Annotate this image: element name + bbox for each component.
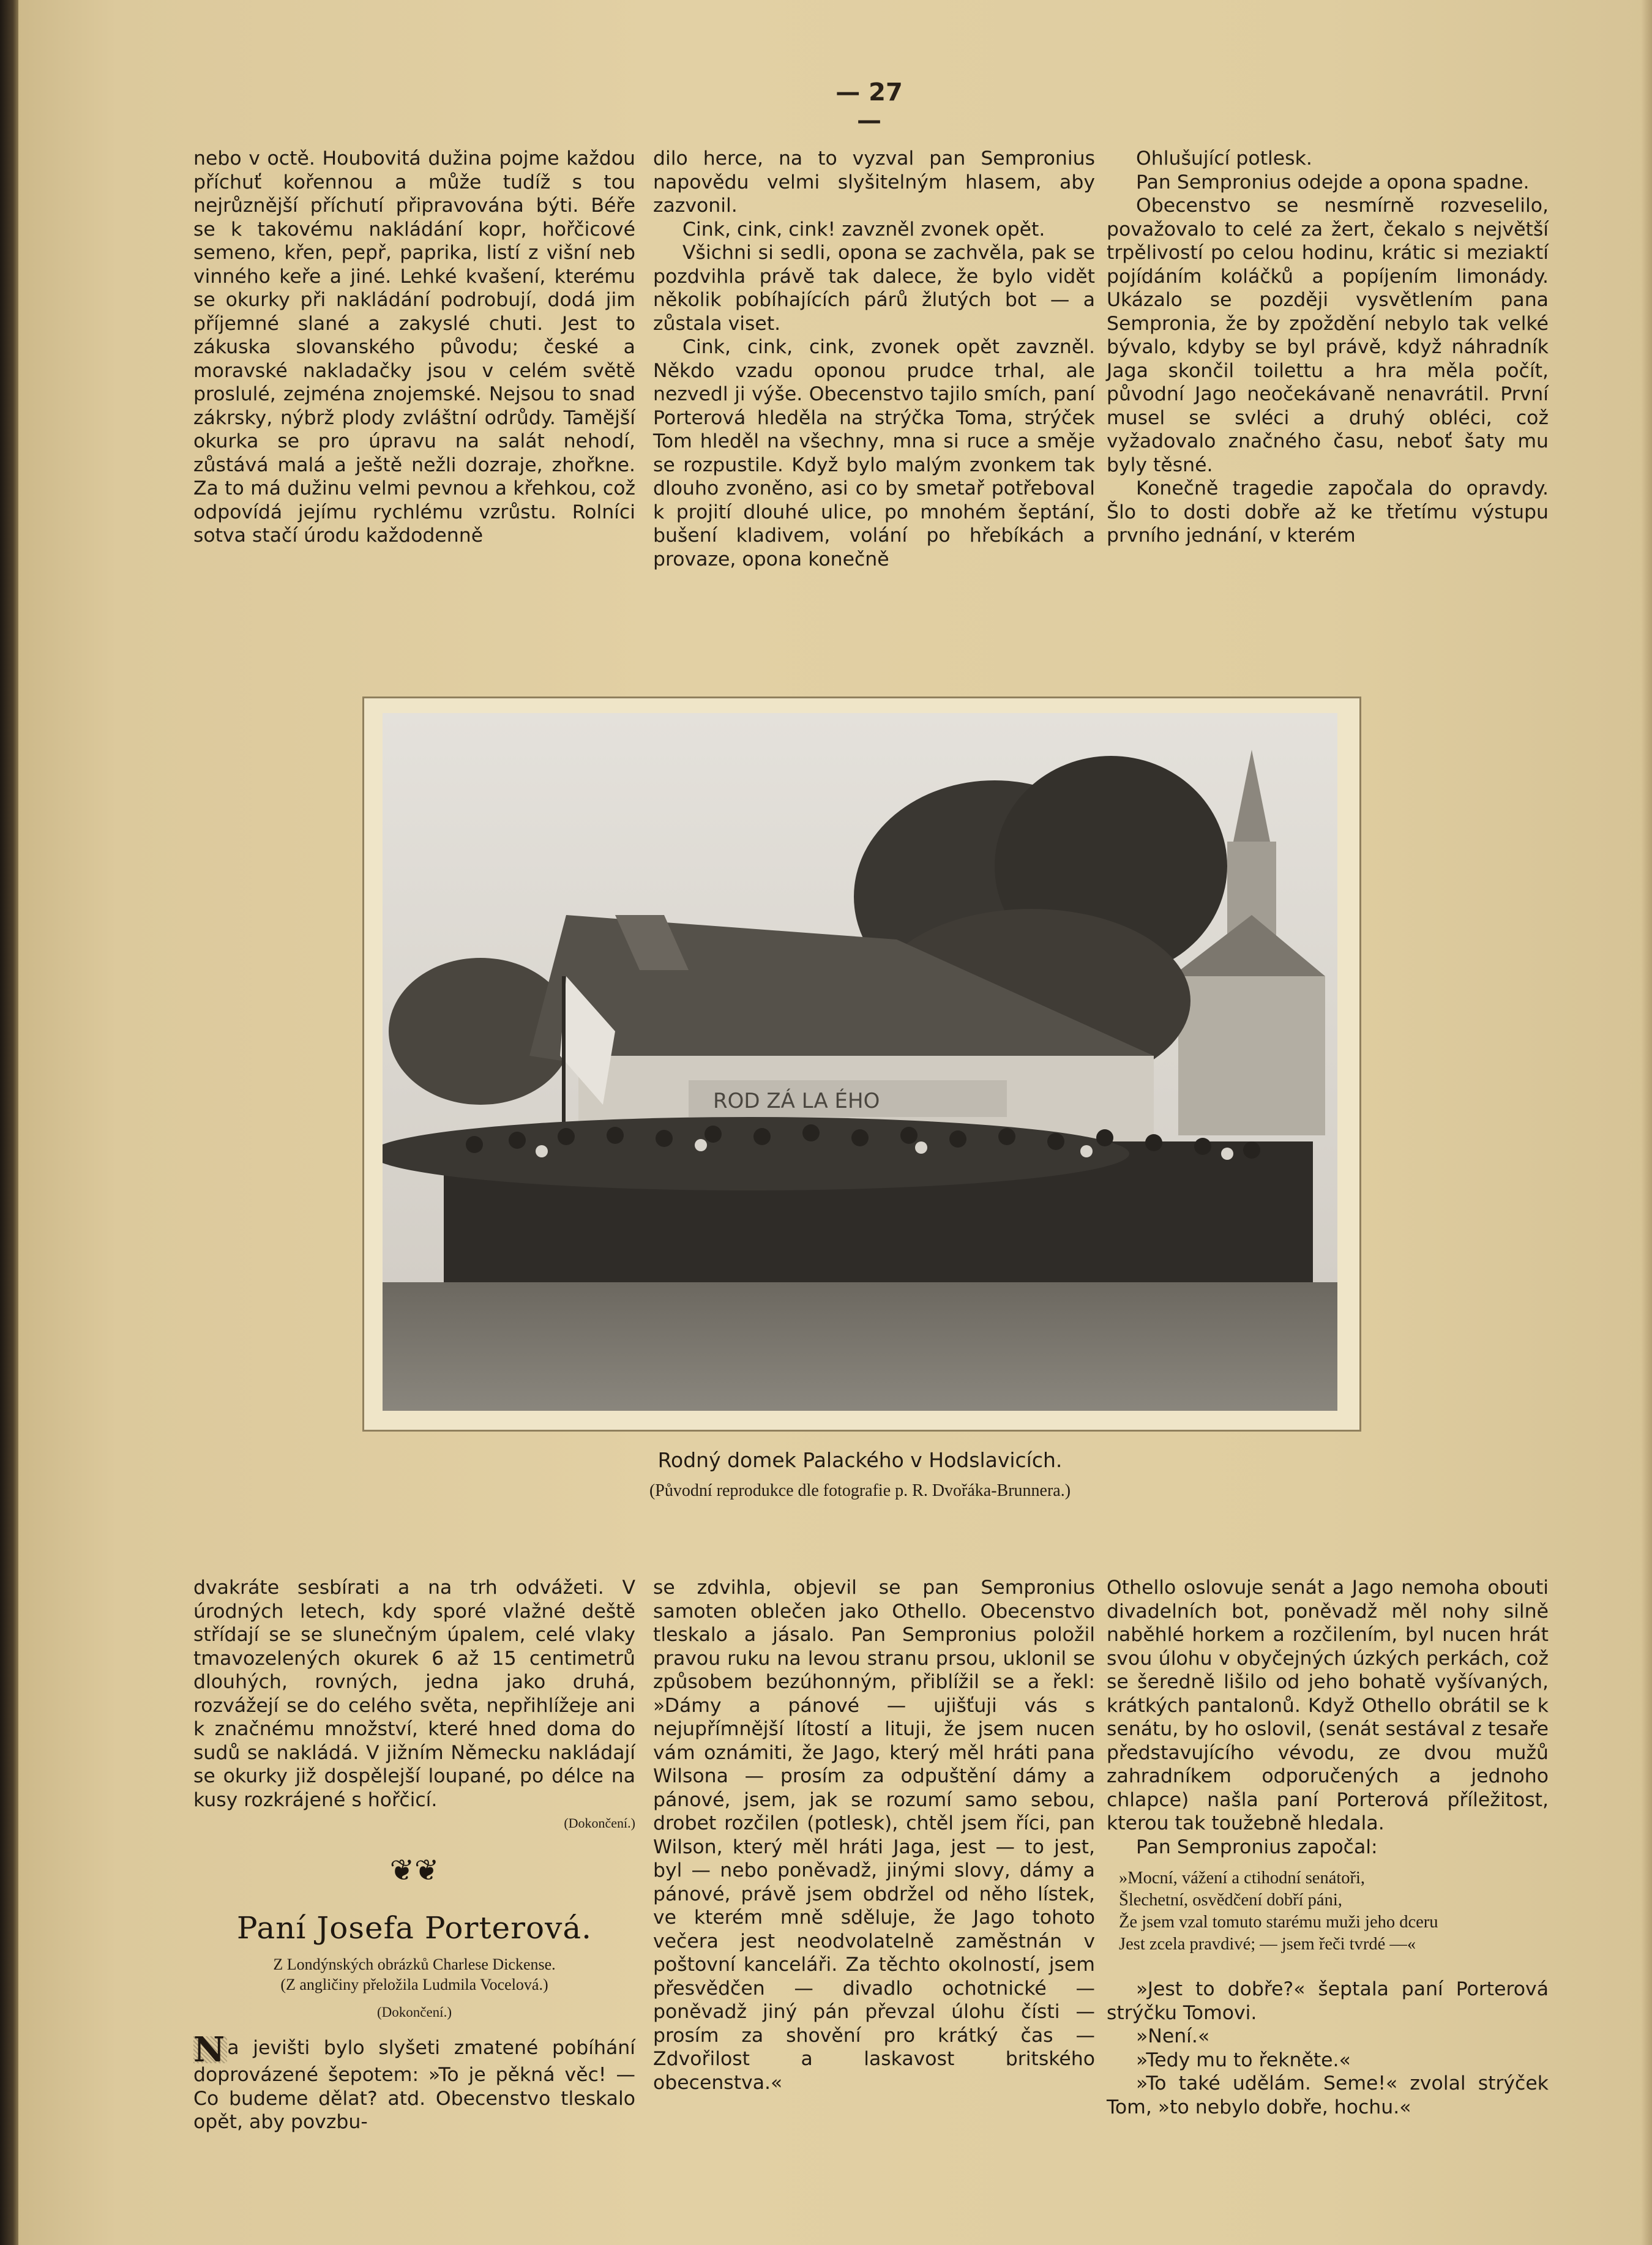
verse-line: »Mocní, vážení a ctihodní senátoři,	[1119, 1869, 1366, 1888]
article-continued: (Dokončení.)	[377, 2004, 452, 2020]
article-opening: a jevišti bylo slyšeti zmatené pobíhání doprovázené šepotem: »To je pěkná věc! — Co budeme dělat? atd. Obecenstvo tleskalo opět, aby povzbu-	[193, 2037, 635, 2133]
article-source: Z Londýnských obrázků Charlese Dickense.	[273, 1955, 556, 1973]
article-title: Paní Josefa Porterová.	[236, 1910, 592, 1946]
paragraph: »Není.«	[1136, 2025, 1210, 2047]
paragraph: Všichni si sedli, opona se zachvěla, pak se pozdvihla právě tak dalece, že bylo vidět několik pobíhajících párů žlutých bot — a zůstala viset.	[653, 242, 1095, 335]
figure-caption: Rodný domek Palackého v Hodslavicích.	[657, 1448, 1063, 1472]
bottom-column-3	[1107, 1576, 1549, 2119]
verse-line: Jest zcela pravdivé; — jsem řeči tvrdé —«	[1119, 1935, 1416, 1954]
bottom-column-1	[193, 1576, 635, 2134]
verse-line: Šlechetní, osvědčení dobří páni,	[1119, 1891, 1342, 1910]
paragraph: Pan Sempronius započal:	[1136, 1836, 1378, 1858]
verse-line: Že jsem vzal tomuto starému muži jeho dceru	[1119, 1913, 1438, 1932]
paragraph: Pan Sempronius odejde a opona spadne.	[1136, 171, 1530, 193]
top-column-2	[653, 147, 1095, 571]
top-column-3	[1107, 147, 1549, 548]
paragraph: »Tedy mu to řekněte.«	[1136, 2049, 1351, 2071]
paragraph: Konečně tragedie započala do opravdy. Šlo to dosti dobře až ke třetímu výstupu prvního jednání, v kterém	[1107, 477, 1549, 547]
paragraph: »Jest to dobře?« šeptala paní Porterová strýčku Tomovi.	[1107, 1978, 1549, 2024]
paragraph: Othello oslovuje senát a Jago nemoha obouti divadelních bot, poněvadž měl nohy silně naběhlé horkem a rozčilením, byl nucen hrát svou úlohu v obyčejných úzkých perkách, což se šeredně lišilo od jeho bohatě vyšívaných, krátkých pantalonů. Když Othello obrátil se k senátu, by ho oslovil, (senát sestával z tesaře představujícího vévodu, ze dvou mužů zahradníkem odporučených a jednoho chlapce) našla paní Porterová příležitost, kterou tak toužebně hledala.	[1107, 1577, 1549, 1834]
book-page	[18, 0, 1652, 2245]
paragraph: se zdvihla, objevil se pan Sempronius samoten oblečen jako Othello. Obecenstvo tleskalo a jásalo. Pan Sempronius položil pravou ruku na levou stranu prsou, uklonil se způsobem bezúhonným, přiblížil se a řekl: »Dámy a pánové — ujišťuji vás s nejupřímnější lítostí a lituji, že jsem nucen vám oznámiti, že Jago, který měl hráti pana Wilsona — prosím za odpuštění dámy a pánové, jsem, jak se rozumí samo sebou, drobet rozčilen (potlesk), chtěl jsem říci, pan Wilson, který měl hráti Jaga, jest — to jest, byl — nebo poněvadž, jinými slovy, dámy a pánové, právě jsem obdržel od něho lístek, ve kterém mně sděluje, že Jago tohoto večera jest neodvolatelně zaměstnán v poštovní kanceláři. Za těchto okolností, jsem přesvědčen — divadlo ochotnické — poněvadž jiný pán převzal úlohu čísti — prosím za shovění pro krátký čas — Zdvořilost a laskavost britského obecenstva.«	[653, 1577, 1095, 2094]
photograph-palacky-birthplace	[383, 713, 1337, 1411]
paragraph: Cink, cink, cink, zvonek opět zavzněl. Někdo vzadu oponou prudce trhal, ale nezvedl ji výše. Obecenstvo tajilo smích, paní Porterová hleděla na strýčka Toma, strýček Tom hleděl na všechny, mna si ruce a směje se rozpustile. Když bylo malým zvonkem tak dlouho zvoněno, asi co by smetař potřeboval k projití dlouhé ulice, po mnohém šeptání, bušení kladivem, volání po hřebíkách a provaze, opona konečně	[653, 336, 1095, 570]
paragraph	[193, 2030, 635, 2134]
page-number: — 27 —	[835, 78, 903, 135]
drop-cap: N	[193, 2036, 227, 2063]
paragraph: dilo herce, na to vyzval pan Sempronius napovědu velmi slyšitelným hlasem, aby zazvonil.	[653, 148, 1095, 217]
paragraph: »To také udělám. Seme!« zvolal strýček Tom, »to nebylo dobře, hochu.«	[1107, 2072, 1549, 2118]
paragraph: Cink, cink, cink! zavzněl zvonek opět.	[682, 218, 1045, 241]
paragraph: Obecenstvo se nesmírně rozveselilo, považovalo to celé za žert, čekalo s největší trpělivostí po celou hodinu, krátic si meziaktí pojídáním koláčků a popíjením limonády. Ukázalo se později vysvětlením pana Sempronia, že by zpoždění nebylo tak velké bývalo, kdyby se byl právě, když náhradník Jaga skončil toilettu a hra měla počít, původní Jago neočekávaně nenavrátil. První musel se svléci a druhý obléci, což vyžadovalo značného času, neboť šaty mu byly těsné.	[1107, 195, 1549, 476]
article-translation: (Z angličiny přeložila Ludmila Vocelová.)	[280, 1975, 548, 1993]
continued-note: (Dokončení.)	[564, 1815, 635, 1831]
paragraph: dvakráte sesbírati a na trh odvážeti. V úrodných letech, kdy sporé vlažné deště střídají se se slunečným úpalem, celé vlaky tmavozelených okurek 6 až 15 centimetrů dlouhých, rovných, jedna jako druhá, rozvážejí se do celého světa, nepřihlížeje ani k značnému množství, které hned doma do sudů se nakládá. V jižním Německu nakládají se okurky již dospělejší loupané, po délce na kusy rozkrájené s hořčicí.	[193, 1577, 635, 1811]
verse-block	[1119, 1867, 1549, 1956]
figure-credit: (Původní reprodukce dle fotografie p. R. Dvořáka-Brunnera.)	[649, 1481, 1071, 1500]
book-binding	[0, 0, 18, 2245]
paragraph: nebo v octě. Houbovitá dužina pojme každou příchuť kořennou a může tudíž s tou nejrůznější příchutí připravována býti. Béře se k takovému nakládání kopr, hořčicové semeno, křen, pepř, paprika, listí z višní neb vinného keře a jiné. Lehké kvašení, kterému se okurky při nakládání podrobují, dodá jim příjemné slané a zakyslé chuti. Jest to zákuska slovanského původu; české a moravské nakladačky jsou v celém světě proslulé, zejména znojemské. Nejsou to snad zákrsky, nýbrž plody zvláštní odrůdy. Tamější okurka se pro úpravu na salát nehodí, zůstává malá a ještě nežli dozraje, zhořkne. Za to má dužinu velmi pevnou a křehkou, což odpovídá jejímu rychlému vzrůstu. Rolníci sotva stačí úrodu každodenně	[193, 148, 635, 547]
top-column-1	[193, 147, 635, 548]
ornament-icon: ❦❦	[389, 1853, 439, 1888]
paragraph: Ohlušující potlesk.	[1136, 148, 1312, 170]
house-sign-text: ROD ZÁ LA ÉHO	[713, 1089, 880, 1113]
page-edge-shadow	[1641, 0, 1652, 2245]
bottom-column-2	[653, 1576, 1095, 2094]
